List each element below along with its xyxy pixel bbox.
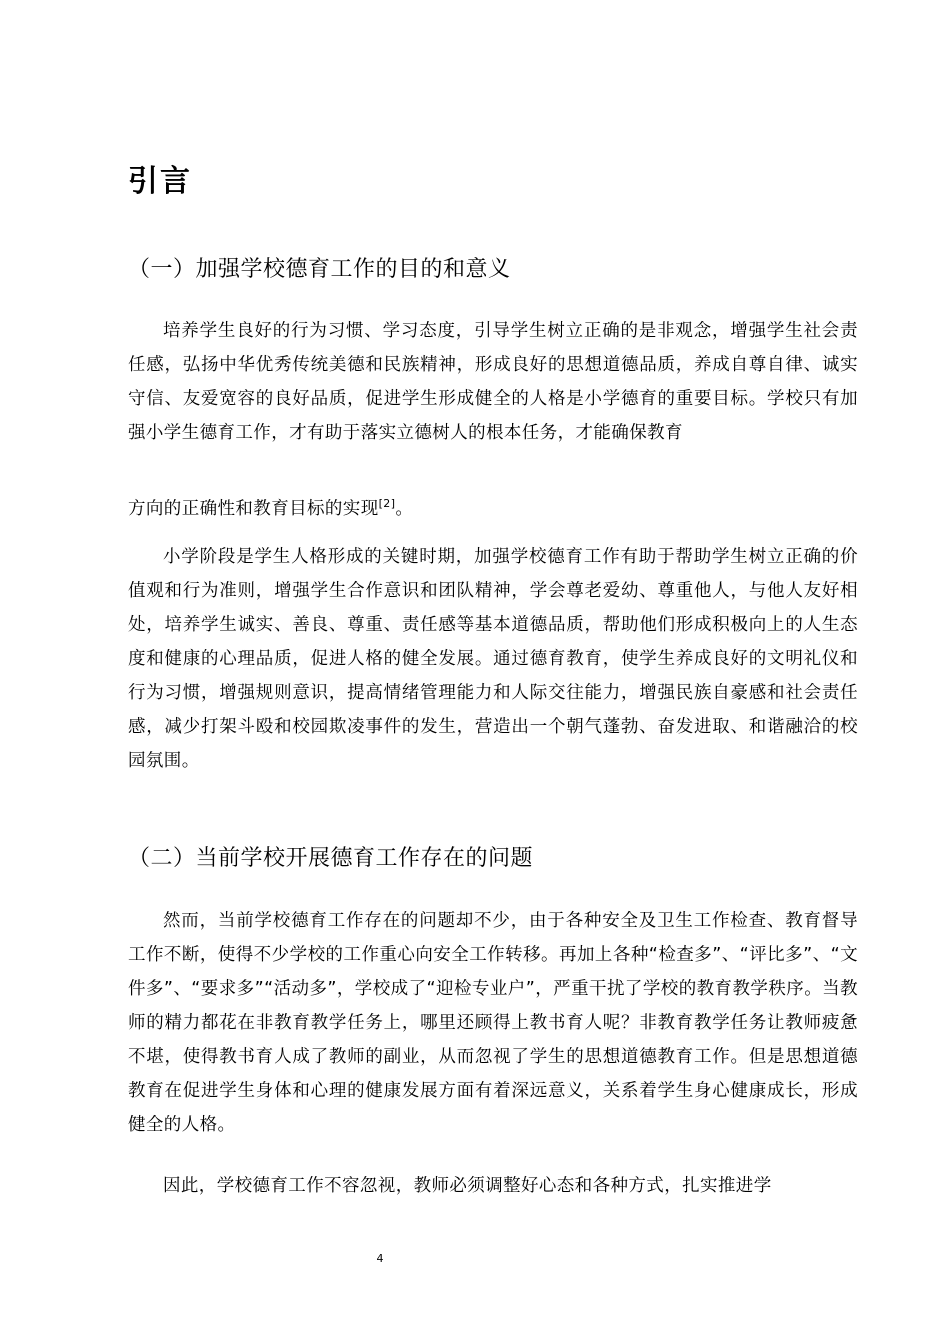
section-heading-2: （二）当前学校开展德育工作存在的问题 [128,846,534,871]
section1-paragraph-1-tail [128,492,858,526]
paragraph-tail-text: 方向的正确性和教育目标的实现 [128,499,379,519]
section1-paragraph-2: 小学阶段是学生人格形成的关键时期，加强学校德育工作有助于帮助学生树立正确的价值观和行为准则，增强学生合作意识和团队精神，学会尊老爱幼、尊重他人，与他人友好相处，培养学生诚实、善良、尊重、责任感等基本道德品质，帮助他们形成积极向上的人生态度和健康的心理品质，促进人格的健全发展。通过德育教育，使学生养成良好的文明礼仪和行为习惯，增强规则意识，提高情绪管理能力和人际交往能力，增强民族自豪感和社会责任感，减少打架斗殴和校园欺凌事件的发生，营造出一个朝气蓬勃、奋发进取、和谐融洽的校园氛围。 [128,547,858,771]
page-number: 4 [376,1252,384,1265]
paragraph-end-mark: 。 [395,499,414,519]
section-heading-1: （一）加强学校德育工作的目的和意义 [128,257,511,282]
section2-paragraph-2: 因此，学校德育工作不容忽视，教师必须调整好心态和各种方式，扎实推进学 [163,1176,772,1196]
section1-paragraph-1-main: 培养学生良好的行为习惯、学习态度，引导学生树立正确的是非观念，增强学生社会责任感，弘扬中华优秀传统美德和民族精神，形成良好的思想道德品质，养成自尊自律、诚实守信、友爱宽容的良好品质，促进学生形成健全的人格是小学德育的重要目标。学校只有加强小学生德育工作，才有助于落实立德树人的根本任务，才能确保教育 [128,321,858,443]
chapter-title: 引言 [128,164,192,199]
citation-marker: [2] [378,497,396,511]
section2-paragraph-1: 然而，当前学校德育工作存在的问题却不少，由于各种安全及卫生工作检查、教育督导工作不断，使得不少学校的工作重心向安全工作转移。再加上各种“检查多”、“评比多”、“文件多”、“要求多”“活动多”，学校成了“迎检专业户”，严重干扰了学校的教育教学秩序。当教师的精力都花在非教育教学任务上，哪里还顾得上教书育人呢？非教育教学任务让教师疲惫不堪，使得教书育人成了教师的副业，从而忽视了学生的思想道德教育工作。但是思想道德教育在促进学生身体和心理的健康发展方面有着深远意义，关系着学生身心健康成长，形成健全的人格。 [128,911,858,1135]
